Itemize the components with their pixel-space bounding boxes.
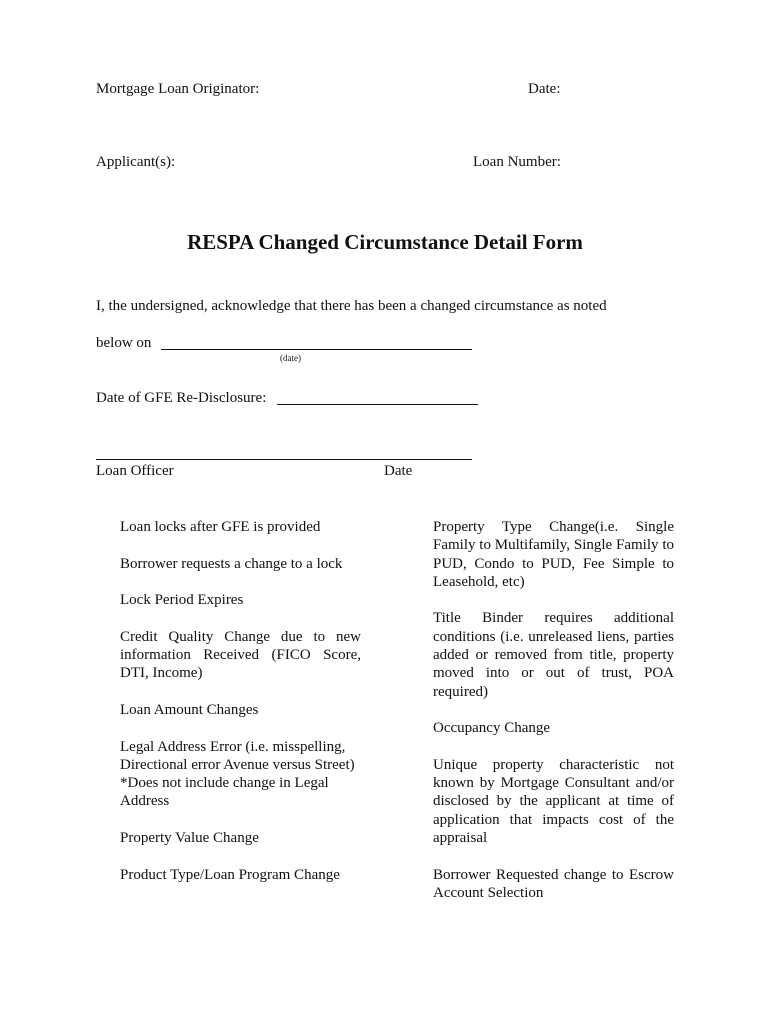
circumstance-item: Property Type Change(i.e. Single Family to Multifamily, Single Family to PUD, Condo to PUD, Fee Simple to Leasehold, etc)	[433, 519, 674, 590]
circumstance-item: Property Value Change	[120, 830, 259, 847]
date-blank-line[interactable]	[161, 349, 472, 350]
circumstance-item: Borrower Requested change to Escrow Account Selection	[433, 866, 674, 901]
mortgage-loan-originator-label: Mortgage Loan Originator:	[96, 81, 260, 97]
circumstance-item: Unique property characteristic not known by Mortgage Consultant and/or disclosed by the applicant at time of application that impacts cost of the appraisal	[433, 756, 674, 847]
circumstance-item: Loan locks after GFE is provided	[120, 519, 321, 535]
acknowledgement-text: I, the undersigned, acknowledge that there has been a changed circumstance as noted	[96, 298, 607, 314]
right-circumstance-list	[433, 518, 674, 902]
circumstance-item: Credit Quality Change due to new information Received (FICO Score, DTI, Income)	[120, 628, 361, 682]
gfe-date-blank-line[interactable]	[277, 404, 478, 405]
circumstance-item: Loan Amount Changes	[120, 701, 259, 718]
circumstance-item: Borrower requests a change to a lock	[120, 555, 343, 572]
date-label: Date:	[528, 81, 561, 97]
loan-officer-label: Loan Officer	[96, 463, 174, 479]
circumstance-item: Title Binder requires additional conditions (i.e. unreleased liens, parties added or removed from title, property moved into or out of trust, POA required)	[433, 610, 674, 700]
circumstance-item: Lock Period Expires	[120, 592, 244, 609]
signature-line[interactable]	[96, 459, 472, 460]
below-on-label: below on	[96, 335, 152, 351]
circumstance-item: Legal Address Error (i.e. misspelling, Directional error Avenue versus Street) *Does not include change in Legal Address	[120, 738, 355, 810]
circumstance-item: Product Type/Loan Program Change	[120, 866, 340, 883]
loan-number-label: Loan Number:	[473, 154, 561, 170]
left-circumstance-list	[120, 518, 361, 884]
circumstance-item: Occupancy Change	[433, 720, 551, 737]
signature-date-label: Date	[384, 463, 413, 479]
gfe-redisclosure-label: Date of GFE Re-Disclosure:	[96, 390, 267, 406]
form-title: RESPA Changed Circumstance Detail Form	[187, 230, 583, 254]
applicants-label: Applicant(s):	[96, 154, 176, 170]
date-caption: (date)	[280, 353, 301, 363]
